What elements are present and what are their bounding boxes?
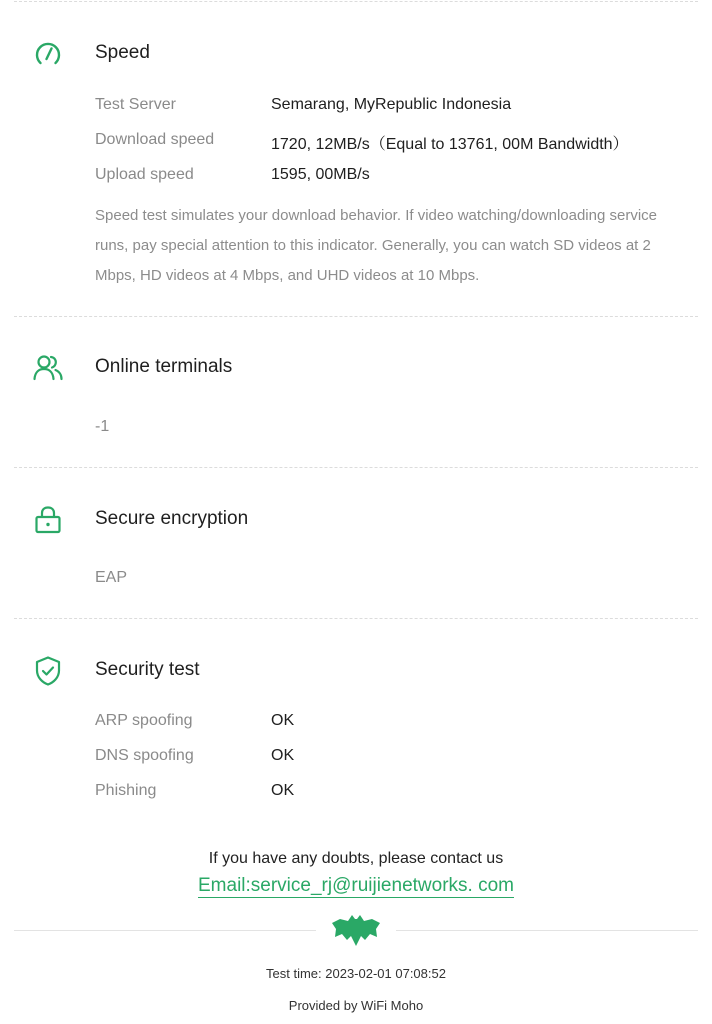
contact-email-container <box>0 875 712 897</box>
provided-by: Provided by WiFi Moho <box>288 998 424 1013</box>
dns-spoofing-label: DNS spoofing <box>95 747 194 764</box>
dns-spoofing-value: OK <box>271 747 295 764</box>
phishing-value: OK <box>271 782 295 799</box>
secure-encryption-title: Secure encryption <box>95 508 249 529</box>
test-server-value: Semarang, MyRepublic Indonesia <box>271 96 512 113</box>
divider-terminals <box>14 467 698 468</box>
divider-speed <box>14 316 698 317</box>
contact-text: If you have any doubts, please contact us <box>208 850 504 867</box>
footer-line-right <box>396 930 698 931</box>
secure-encryption-value: EAP <box>95 569 128 586</box>
arp-spoofing-value: OK <box>271 712 295 729</box>
speedometer-icon <box>32 38 64 70</box>
security-test-title: Security test <box>95 659 200 680</box>
bat-logo-icon <box>331 913 381 947</box>
users-icon <box>32 352 64 384</box>
speed-description: Speed test simulates your download behavior. If video watching/downloading service runs, pay special attention to this indicator. Generally, you can watch SD videos at 2 Mbps, HD videos at 4 Mbps, and UHD videos at 10 Mbps. <box>95 207 658 284</box>
upload-speed-value: 1595, 00MB/s <box>271 166 370 183</box>
phishing-label: Phishing <box>95 782 157 799</box>
online-terminals-title: Online terminals <box>95 356 233 377</box>
speed-title: Speed <box>95 42 150 63</box>
download-speed-value: 1720, 12MB/s（Equal to 13761, 00M Bandwidth） <box>271 136 629 153</box>
online-terminals-value: -1 <box>95 418 110 435</box>
contact-email-link[interactable]: Email:service_rj@ruijienetworks. com <box>198 875 514 896</box>
footer-line-left <box>14 930 316 931</box>
divider-encryption <box>14 618 698 619</box>
test-server-label: Test Server <box>95 96 176 113</box>
arp-spoofing-label: ARP spoofing <box>95 712 193 729</box>
lock-icon <box>32 504 64 536</box>
divider-top <box>14 1 698 2</box>
upload-speed-label: Upload speed <box>95 166 194 183</box>
download-speed-label: Download speed <box>95 131 215 148</box>
test-time: Test time: 2023-02-01 07:08:52 <box>266 966 446 981</box>
shield-check-icon <box>32 655 64 687</box>
